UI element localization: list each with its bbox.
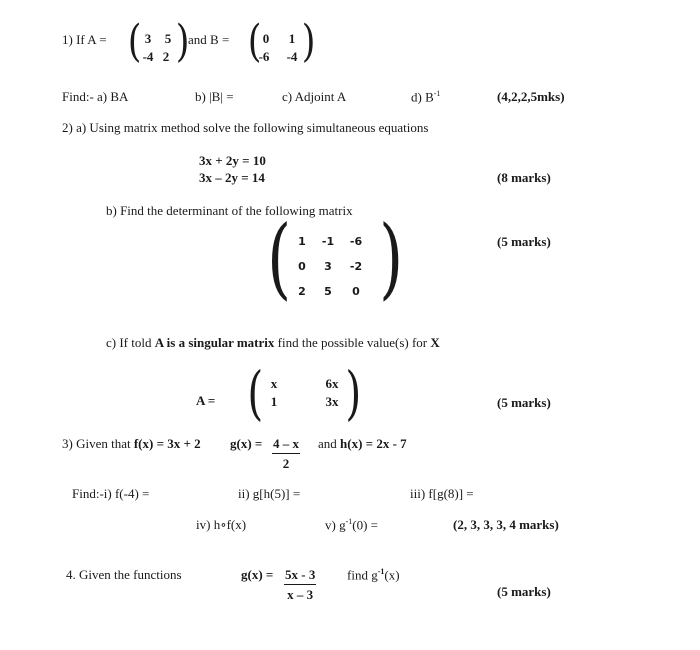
q1-prefix: 1) If A = [62,32,107,47]
matrix-3x3-cell: -6 [349,235,363,248]
matrix-b-cell: 1 [288,31,296,46]
q4-given: 4. Given the functions [66,567,182,582]
matrix-a-cell: 3 [144,31,152,46]
q2-part-b: b) Find the determinant of the following matrix [106,203,353,218]
matrix-a-cell: -4 [142,49,154,64]
matrix-a-left-paren: ( [127,16,142,67]
q2-marks-c: (5 marks) [497,395,551,410]
matrix-b-left-paren: ( [247,16,262,67]
matrix-a-cell: 2 [162,49,170,64]
q1-find-a: Find:- a) BA [62,89,129,104]
matrix-x-left-paren: ( [247,359,264,427]
q4-g-label: g(x) = [241,567,274,582]
matrix-x-cell: x [270,376,278,391]
q3-find-i: Find:-i) f(-4) = [72,486,150,501]
q3-given: 3) Given that f(x) = 3x + 2 [62,436,201,451]
q1-marks: (4,2,2,5mks) [497,89,565,104]
matrix-b-cell: 0 [262,31,270,46]
matrix-3x3-cell: -2 [349,260,363,273]
q1-find-c: c) Adjoint A [282,89,347,104]
matrix-x-label: A = [196,393,216,408]
matrix-3x3-cell: 0 [298,260,306,273]
matrix-x-right-paren: ) [345,359,362,427]
matrix-3x3-cell: -1 [321,235,335,248]
matrix-b-cell: -6 [258,49,270,64]
matrix-a-cell: 5 [164,31,172,46]
matrix-3x3-cell: 2 [298,285,306,298]
q1-find-d: d) $B^{-1}$ [411,89,441,105]
matrix-3x3-cell: 5 [324,285,332,298]
q2-part-c: c) If told A is a singular matrix find the possible value(s) for X [106,335,440,350]
q2-equation-2: 3x – 2y = 14 [199,170,265,185]
matrix-3x3-cell: 0 [352,285,360,298]
q1-and-b-label: and B = [188,32,230,47]
q3-g-numerator: 4 – x [272,436,300,454]
q4-marks: (5 marks) [497,584,551,599]
q3-g-fraction [272,436,300,472]
matrix-x-cell: 1 [270,394,278,409]
matrix-x-cell: 6x [325,376,339,391]
q3-find-v: v) $g^{-1}(0)$ = [325,517,379,533]
q3-marks: (2, 3, 3, 3, 4 marks) [453,517,559,532]
q3-find-iv: iv) h∘f(x) [196,517,247,532]
matrix-x-cell: 3x [325,394,339,409]
q2-equation-1: 3x + 2y = 10 [199,153,266,168]
q1-find-b: b) |B| = [195,89,234,104]
matrix-3x3-cell: 1 [298,235,306,248]
q4-g-denominator: x – 3 [287,587,314,602]
matrix-a-right-paren: ) [175,16,190,67]
matrix-b-cell: -4 [286,49,298,64]
q3-find-ii: ii) g[h(5)] = [238,486,301,501]
matrix-3x3-right-paren: ) [379,206,404,309]
q4-g-fraction [284,567,316,603]
q2-marks-b: (5 marks) [497,234,551,249]
matrix-b-right-paren: ) [301,16,316,67]
q4-find: find $g^{-1}(x)$ [347,567,400,583]
matrix-3x3-cell: 3 [324,260,332,273]
q3-h: and h(x) = 2x - 7 [318,436,407,451]
q2-part-a: 2) a) Using matrix method solve the following simultaneous equations [62,120,429,135]
q4-g-numerator: 5x - 3 [284,567,316,585]
q2-marks-a: (8 marks) [497,170,551,185]
q3-g-label: g(x) = [230,436,263,451]
q3-g-denominator: 2 [282,456,290,471]
q3-find-iii: iii) f[g(8)] = [410,486,474,501]
matrix-3x3-left-paren: ( [267,206,292,309]
